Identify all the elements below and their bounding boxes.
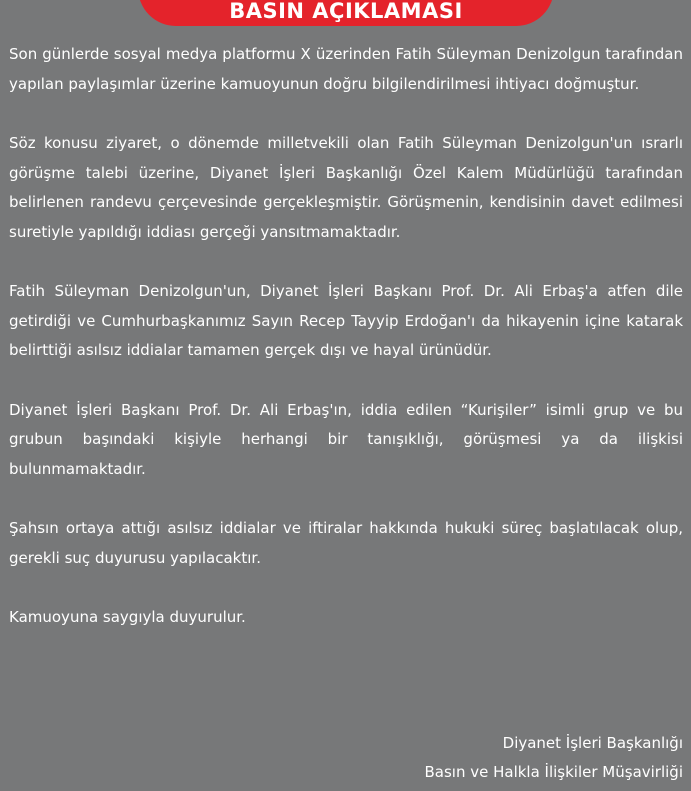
paragraph-4: Diyanet İşleri Başkanı Prof. Dr. Ali Erbaş'ın, iddia edilen “Kurişiler” isimli grup ve bu grubun başındaki kişiyle herhangi bir tanışıklığı, görüşmesi ya da ilişkisi bulunmamaktadır. bbox=[9, 400, 683, 478]
signature-institution: Diyanet İşleri Başkanlığı bbox=[502, 734, 683, 752]
page-title: BASIN AÇIKLAMASI bbox=[229, 0, 463, 23]
header-banner bbox=[138, 0, 554, 26]
signature-block bbox=[424, 729, 683, 787]
statement-body bbox=[9, 40, 683, 663]
paragraph-2: Söz konusu ziyaret, o dönemde milletvekili olan Fatih Süleyman Denizolgun'un ısrarlı görüşme talebi üzerine, Diyanet İşleri Başkanlığı Özel Kalem Müdürlüğü tarafından belirlenen randevu çerçevesinde gerçekleşmiştir. Görüşmenin, kendisinin davet edilmesi suretiyle yapıldığı iddiası gerçeği yansıtmamaktadır. bbox=[9, 134, 683, 241]
paragraph-3: Fatih Süleyman Denizolgun'un, Diyanet İşleri Başkanı Prof. Dr. Ali Erbaş'a atfen dile getirdiği ve Cumhurbaşkanımız Sayın Recep Tayyip Erdoğan'ı da hikayenin içine katarak belirttiği asılsız iddialar tamamen gerçek dışı ve hayal ürünüdür. bbox=[9, 282, 683, 359]
paragraph-5: Şahsın ortaya attığı asılsız iddialar ve iftiralar hakkında hukuki süreç başlatılacak olup, gerekli suç duyurusu yapılacaktır. bbox=[9, 519, 683, 567]
signature-department: Basın ve Halkla İlişkiler Müşavirliği bbox=[424, 763, 683, 781]
closing-line: Kamuoyuna saygıyla duyurulur. bbox=[9, 608, 246, 626]
paragraph-1: Son günlerde sosyal medya platformu X üzerinden Fatih Süleyman Denizolgun tarafından yapılan paylaşımlar üzerine kamuoyunun doğru bilgilendirilmesi ihtiyacı doğmuştur. bbox=[9, 45, 683, 93]
